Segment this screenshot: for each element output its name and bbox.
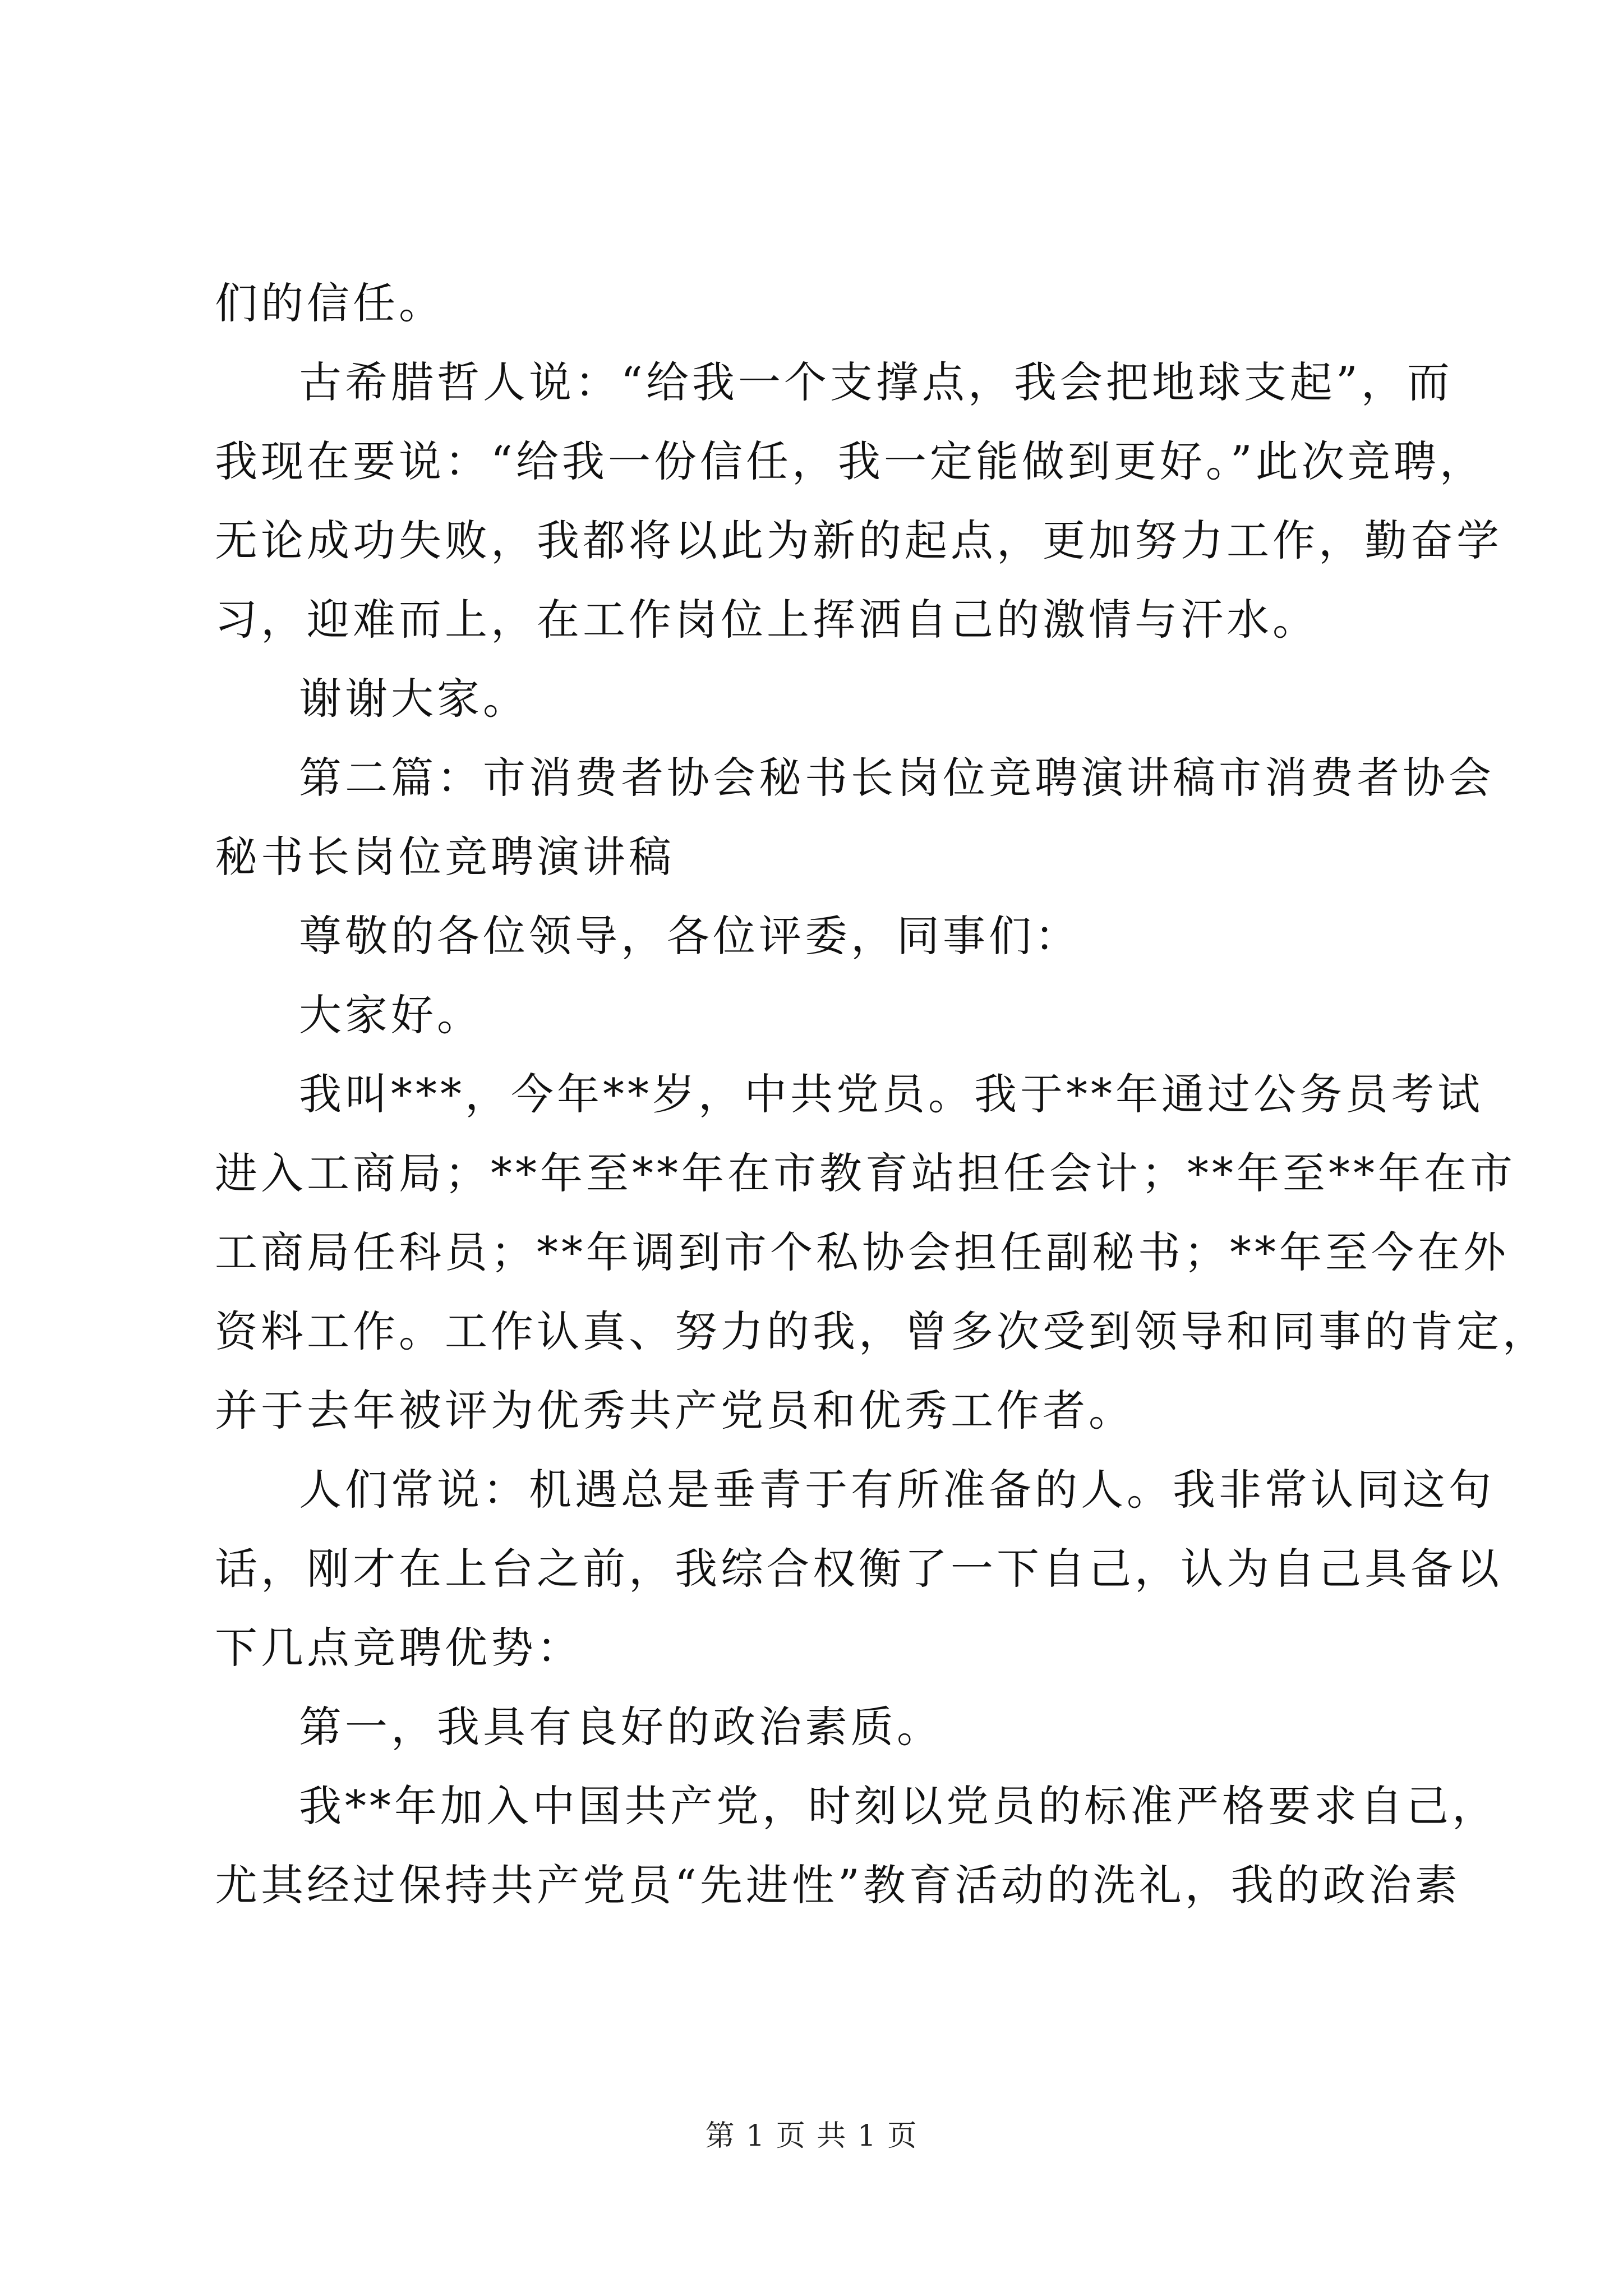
page-number-footer: 第 1 页 共 1 页	[705, 2119, 918, 2153]
text-line: 工商局任科员；**年调到市个私协会担任副秘书；**年至今在外	[215, 1227, 1509, 1277]
text-line: 古希腊哲人说：“给我一个支撑点，我会把地球支起”，而	[299, 357, 1453, 407]
text-line: 们的信任。	[215, 278, 445, 328]
text-line: 下几点竞聘优势：	[215, 1623, 583, 1673]
text-line: 我**年加入中国共产党，时刻以党员的标准严格要求自己，	[299, 1781, 1498, 1831]
text-line: 我叫***，今年**岁，中共党员。我于**年通过公务员考试	[299, 1069, 1483, 1119]
text-line: 尤其经过保持共产党员“先进性”教育活动的洗礼，我的政治素	[215, 1860, 1461, 1910]
text-line: 谢谢大家。	[299, 674, 529, 724]
text-line: 资料工作。工作认真、努力的我，曾多次受到领导和同事的肯定，	[215, 1306, 1548, 1356]
text-line: 大家好。	[299, 990, 483, 1040]
text-line: 习，迎难而上，在工作岗位上挥洒自己的激情与汗水。	[215, 595, 1318, 645]
text-line: 第一，我具有良好的政治素质。	[299, 1702, 943, 1752]
section-heading-continued: 秘书长岗位竞聘演讲稿	[215, 832, 675, 882]
text-line: 尊敬的各位领导，各位评委，同事们：	[299, 911, 1081, 961]
text-line: 人们常说：机遇总是垂青于有所准备的人。我非常认同这句	[299, 1465, 1495, 1515]
document-body	[215, 264, 1548, 1925]
section-heading: 第二篇：市消费者协会秘书长岗位竞聘演讲稿市消费者协会	[299, 753, 1495, 803]
text-line: 无论成功失败，我都将以此为新的起点，更加努力工作，勤奋学	[215, 516, 1502, 565]
text-line: 进入工商局；**年至**年在市教育站担任会计；**年至**年在市	[215, 1148, 1516, 1198]
text-line: 并于去年被评为优秀共产党员和优秀工作者。	[215, 1386, 1135, 1435]
text-line: 我现在要说：“给我一份信任，我一定能做到更好。”此次竞聘，	[215, 436, 1486, 486]
text-line: 话，刚才在上台之前，我综合权衡了一下自己，认为自己具备以	[215, 1544, 1502, 1594]
